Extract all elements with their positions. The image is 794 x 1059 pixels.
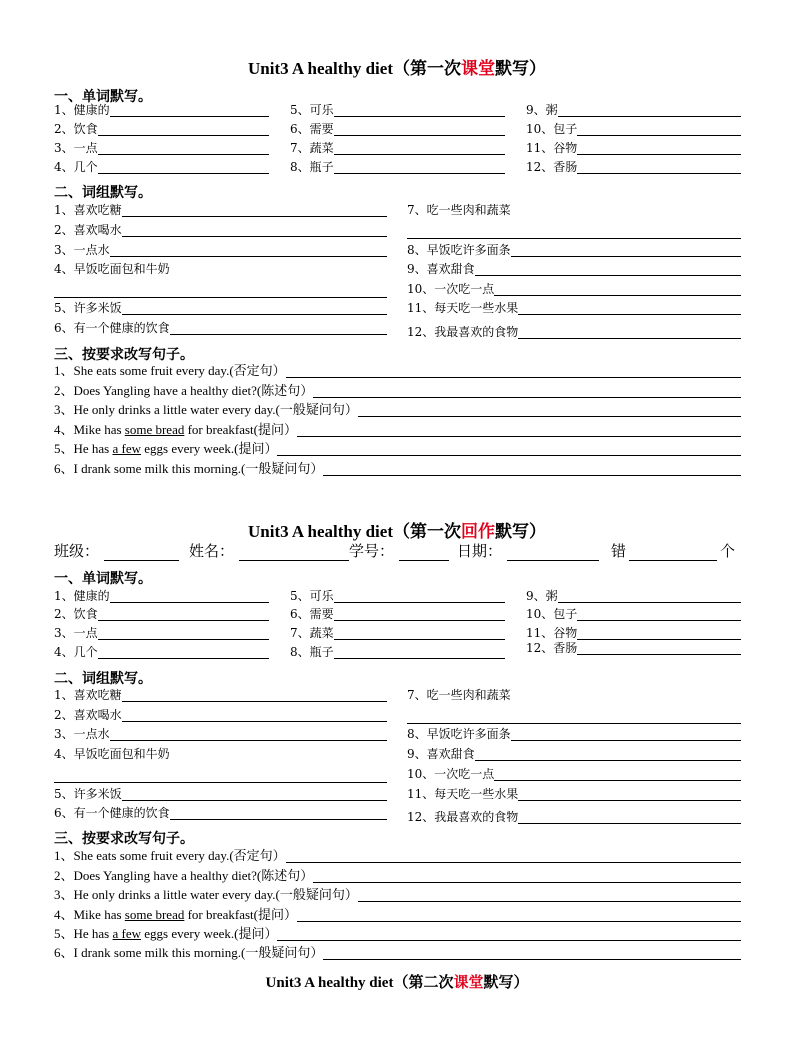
sentence-item[interactable]: 3、He only drinks a little water every day.(一般疑问句） bbox=[54, 403, 741, 420]
phrase-item[interactable]: 12、我最喜欢的食物 bbox=[407, 325, 741, 342]
phrase-item[interactable]: 10、一次吃一点 bbox=[407, 767, 741, 784]
wrong-count-field[interactable] bbox=[629, 560, 717, 561]
worksheet-title-2: Unit3 A healthy diet（第一次回作默写） bbox=[248, 522, 546, 541]
phrase-item[interactable]: 12、我最喜欢的食物 bbox=[407, 810, 741, 827]
phrase-item[interactable]: 1、喜欢吃糖 bbox=[54, 203, 387, 220]
word-item[interactable]: 10、包子 bbox=[526, 607, 741, 624]
word-item[interactable]: 6、需要 bbox=[290, 607, 505, 624]
name-label: 姓名： bbox=[189, 542, 235, 560]
phrase-item[interactable]: 2、喜欢喝水 bbox=[54, 708, 387, 725]
sentence-item[interactable]: 4、Mike has some bread for breakfast(提问） bbox=[54, 423, 741, 440]
word-item[interactable]: 12、香肠 bbox=[526, 160, 741, 177]
id-label: 学号： bbox=[349, 542, 395, 560]
word-item[interactable]: 2、饮食 bbox=[54, 607, 269, 624]
phrase-item[interactable]: 2、喜欢喝水 bbox=[54, 223, 387, 240]
phrase-item[interactable]: 3、一点水 bbox=[54, 727, 387, 744]
phrase-item-label: 4、早饭吃面包和牛奶 bbox=[54, 262, 170, 276]
word-item[interactable]: 3、一点 bbox=[54, 141, 269, 158]
id-field[interactable] bbox=[399, 560, 449, 561]
wrong-label: 错 bbox=[611, 542, 627, 560]
word-item[interactable]: 1、健康的 bbox=[54, 103, 269, 120]
phrase-item[interactable]: 10、一次吃一点 bbox=[407, 282, 741, 299]
unit-label: 个 bbox=[720, 542, 736, 560]
word-item[interactable]: 5、可乐 bbox=[290, 103, 505, 120]
word-item[interactable]: 9、粥 bbox=[526, 103, 741, 120]
phrase-item[interactable]: 9、喜欢甜食 bbox=[407, 747, 741, 764]
date-field[interactable] bbox=[507, 560, 599, 561]
word-item[interactable]: 3、一点 bbox=[54, 626, 269, 643]
sentence-item[interactable]: 4、Mike has some bread for breakfast(提问） bbox=[54, 908, 741, 925]
sentence-item[interactable]: 1、She eats some fruit every day.(否定句） bbox=[54, 364, 741, 381]
word-item[interactable]: 2、饮食 bbox=[54, 122, 269, 139]
word-item[interactable]: 8、瓶子 bbox=[290, 645, 505, 662]
word-item[interactable]: 7、蔬菜 bbox=[290, 626, 505, 643]
phrase-item[interactable]: 6、有一个健康的饮食 bbox=[54, 806, 387, 823]
date-label: 日期： bbox=[457, 542, 503, 560]
phrase-item[interactable]: 9、喜欢甜食 bbox=[407, 262, 741, 279]
sentence-item[interactable]: 5、He has a few eggs every week.(提问） bbox=[54, 442, 741, 459]
word-item[interactable]: 11、谷物 bbox=[526, 626, 741, 643]
word-item[interactable]: 4、几个 bbox=[54, 160, 269, 177]
answer-line[interactable] bbox=[54, 297, 387, 298]
answer-line[interactable] bbox=[54, 782, 387, 783]
phrase-item[interactable]: 5、许多米饭 bbox=[54, 301, 387, 318]
phrase-item-label: 7、吃一些肉和蔬菜 bbox=[407, 203, 511, 217]
phrase-item[interactable]: 1、喜欢吃糖 bbox=[54, 688, 387, 705]
phrase-item[interactable]: 8、早饭吃许多面条 bbox=[407, 727, 741, 744]
phrase-item[interactable]: 11、每天吃一些水果 bbox=[407, 787, 741, 804]
section-heading-words: 一、单词默写。 bbox=[54, 571, 152, 587]
word-item[interactable]: 10、包子 bbox=[526, 122, 741, 139]
class-label: 班级： bbox=[54, 542, 100, 560]
word-item[interactable]: 5、可乐 bbox=[290, 589, 505, 606]
phrase-item-label: 4、早饭吃面包和牛奶 bbox=[54, 747, 170, 761]
phrase-item-label: 7、吃一些肉和蔬菜 bbox=[407, 688, 511, 702]
word-item[interactable]: 7、蔬菜 bbox=[290, 141, 505, 158]
worksheet-title-1: Unit3 A healthy diet（第一次课堂默写） bbox=[248, 59, 546, 78]
sentence-item[interactable]: 2、Does Yangling have a healthy diet?(陈述句） bbox=[54, 869, 741, 886]
sentence-item[interactable]: 1、She eats some fruit every day.(否定句） bbox=[54, 849, 741, 866]
section-heading-sentences: 三、按要求改写句子。 bbox=[54, 831, 194, 847]
word-item[interactable]: 11、谷物 bbox=[526, 141, 741, 158]
sentence-item[interactable]: 5、He has a few eggs every week.(提问） bbox=[54, 927, 741, 944]
section-heading-phrases: 二、词组默写。 bbox=[54, 671, 152, 687]
class-field[interactable] bbox=[104, 560, 179, 561]
section-heading-words: 一、单词默写。 bbox=[54, 89, 152, 105]
word-item[interactable]: 4、几个 bbox=[54, 645, 269, 662]
sentence-item[interactable]: 6、I drank some milk this morning.(一般疑问句） bbox=[54, 462, 741, 479]
phrase-item[interactable]: 11、每天吃一些水果 bbox=[407, 301, 741, 318]
answer-line[interactable] bbox=[407, 238, 741, 239]
worksheet-title-3: Unit3 A healthy diet（第二次课堂默写） bbox=[265, 975, 529, 991]
answer-line[interactable] bbox=[407, 723, 741, 724]
section-heading-sentences: 三、按要求改写句子。 bbox=[54, 347, 194, 363]
sentence-item[interactable]: 6、I drank some milk this morning.(一般疑问句） bbox=[54, 946, 741, 963]
student-info-row bbox=[54, 541, 744, 563]
phrase-item[interactable]: 5、许多米饭 bbox=[54, 787, 387, 804]
section-heading-phrases: 二、词组默写。 bbox=[54, 185, 152, 201]
word-item[interactable]: 1、健康的 bbox=[54, 589, 269, 606]
word-item[interactable]: 8、瓶子 bbox=[290, 160, 505, 177]
sentence-item[interactable]: 3、He only drinks a little water every day.(一般疑问句） bbox=[54, 888, 741, 905]
word-item[interactable]: 12、香肠 bbox=[526, 641, 741, 658]
name-field[interactable] bbox=[239, 560, 349, 561]
word-item[interactable]: 6、需要 bbox=[290, 122, 505, 139]
sentence-item[interactable]: 2、Does Yangling have a healthy diet?(陈述句） bbox=[54, 384, 741, 401]
phrase-item[interactable]: 6、有一个健康的饮食 bbox=[54, 321, 387, 338]
word-item[interactable]: 9、粥 bbox=[526, 589, 741, 606]
phrase-item[interactable]: 8、早饭吃许多面条 bbox=[407, 243, 741, 260]
phrase-item[interactable]: 3、一点水 bbox=[54, 243, 387, 260]
